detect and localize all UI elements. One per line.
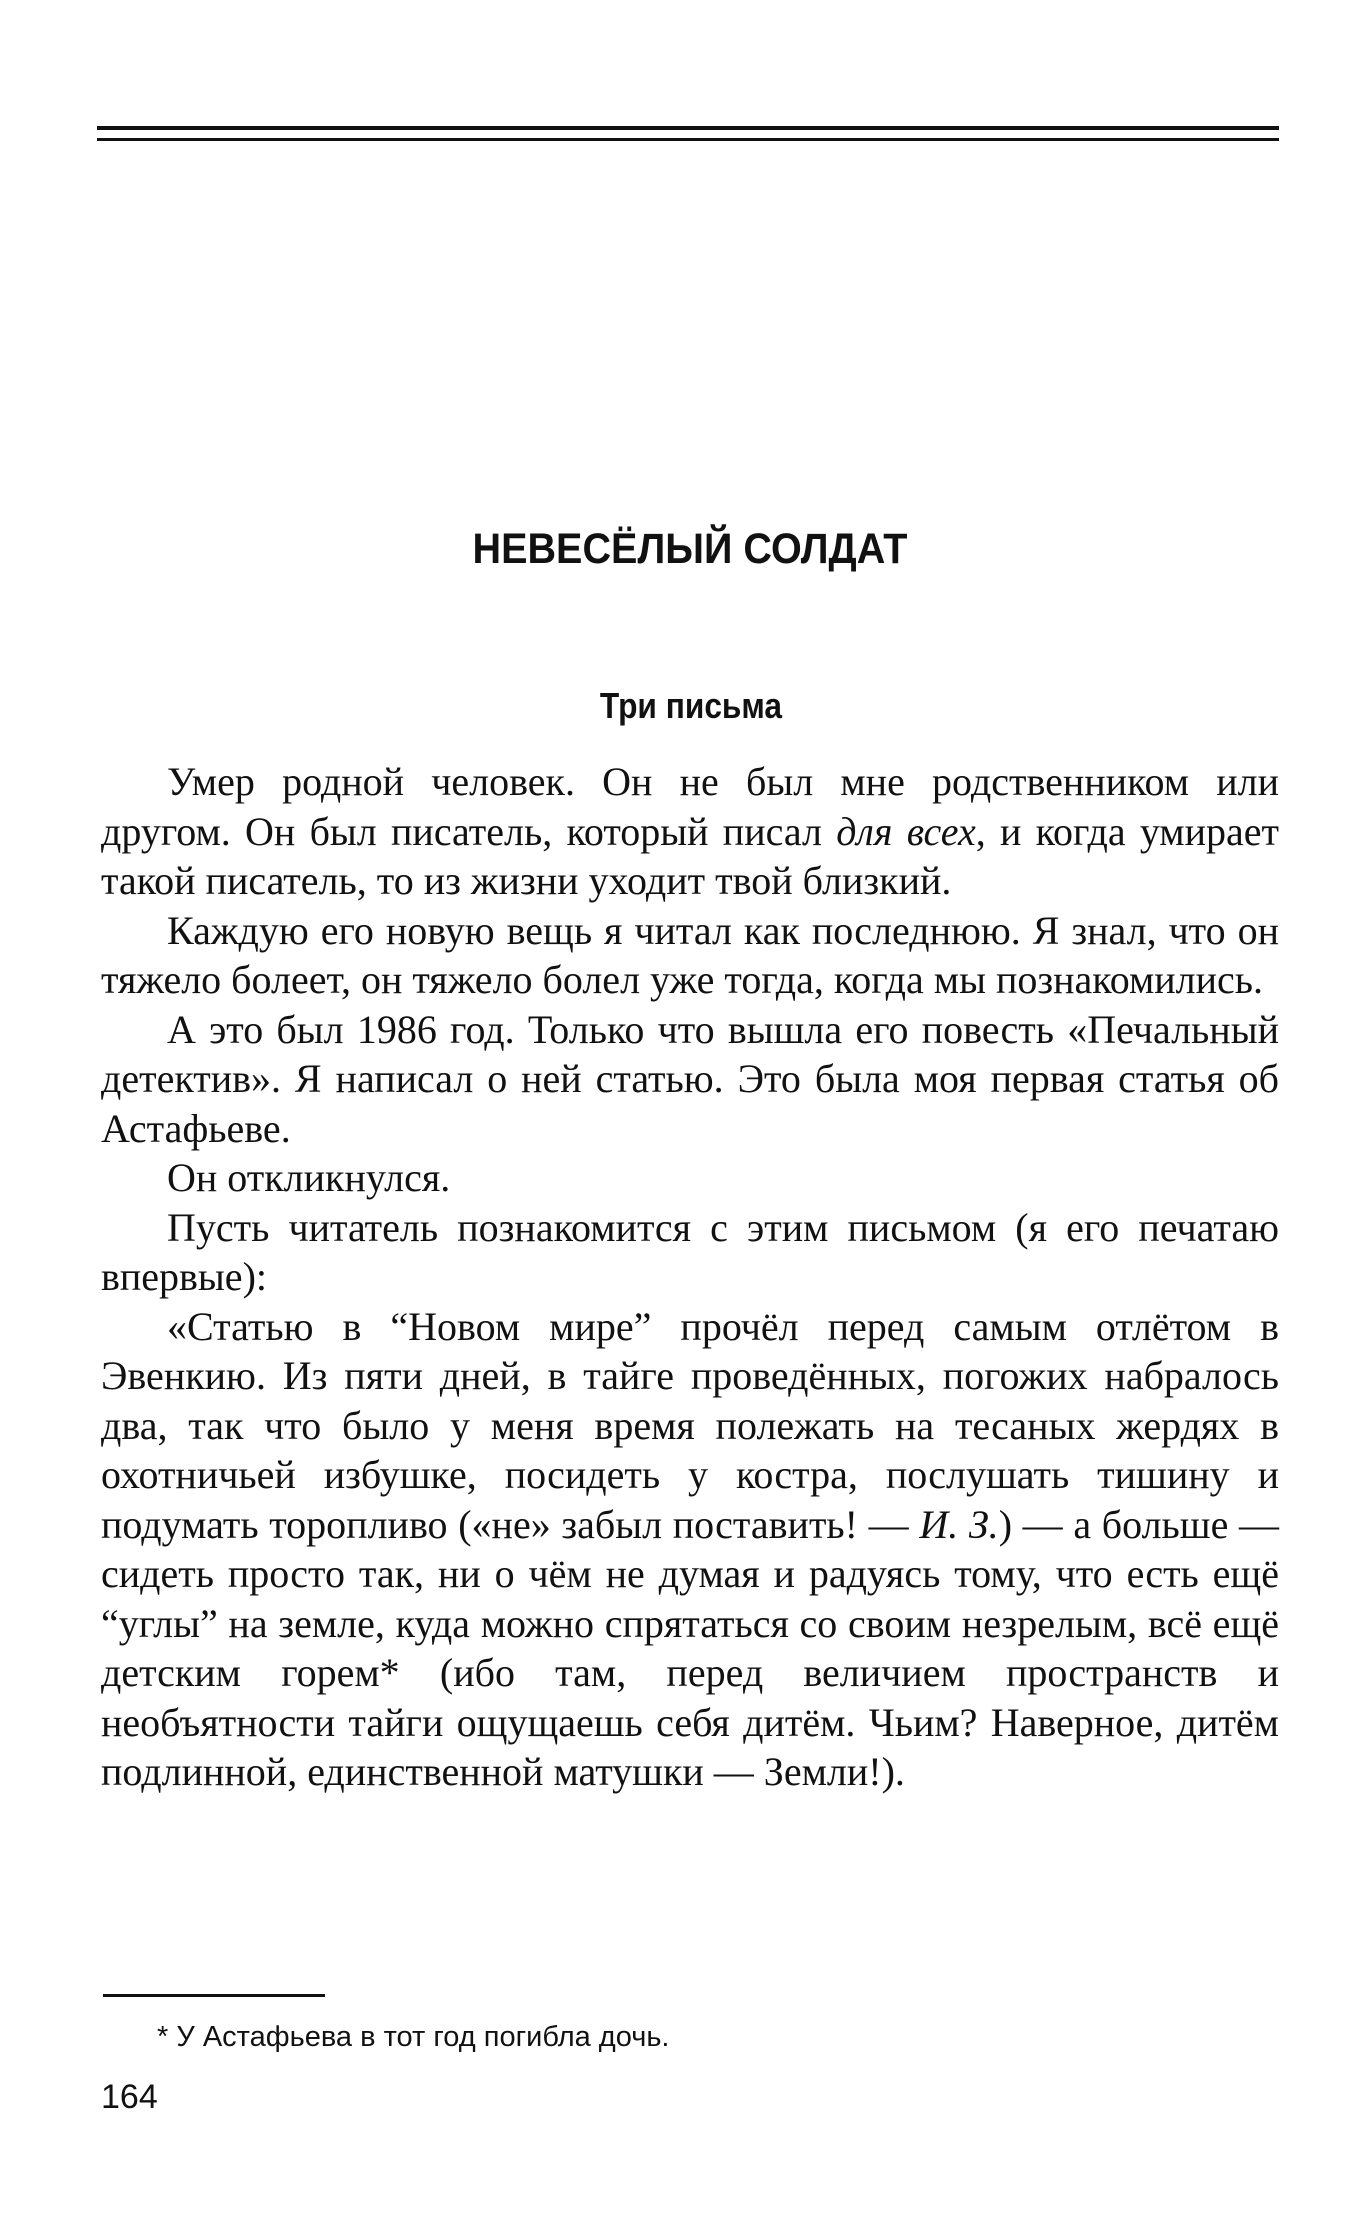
section-title: Три письма — [599, 685, 783, 726]
paragraph-1-part-b: , и когда умирает такой писатель, то из жизни уходит твой близкий. — [101, 808, 1279, 903]
footnote-rule — [103, 1994, 325, 1997]
paragraph-6-part-a: «Статью в “Новом мире” прочёл перед самым отлётом в Эвенкию. Из пяти дней, в тайге проведённых, погожих набралось два, так что было у меня время полежать на тесаных жердях в охотничьей избушке, посидеть у костра, послушать тишину и подумать торопливо («не» забыл поставить! — — [101, 1303, 1279, 1547]
paragraph-1-part-a: Умер родной человек. Он не был мне родственником или другом. Он был писатель, который писал — [101, 759, 1279, 854]
paragraph-4: Он откликнулся. — [167, 1155, 451, 1200]
paragraph-5: Пусть читатель познакомится с этим письмом (я его печатаю впервые): — [101, 1204, 1279, 1299]
paragraph-6-letter-quote — [101, 1302, 1279, 1797]
footnote: * У Астафьева в тот год погибла дочь. — [157, 2021, 670, 2053]
paragraph-1 — [101, 757, 1279, 906]
paragraph-6-part-b: ) — а больше — сидеть просто так, ни о чём не думая и радуясь тому, что есть ещё “углы” на земле, куда можно спрятаться со своим незрелым, всё ещё детским горем* (ибо там, перед величием пространств и необъятности тайги ощущаешь себя дитём. Чьим? Наверное, дитём подлинной, единственной матушки — Земли!). — [101, 1501, 1279, 1794]
paragraph-1-emphasis: для всех — [836, 808, 976, 854]
header-rule-bottom — [97, 138, 1279, 141]
paragraph-2: Каждую его новую вещь я читал как последнюю. Я знал, что он тяжело болеет, он тяжело болел уже тогда, когда мы познакомились. — [101, 907, 1279, 1002]
paragraph-3: А это был 1986 год. Только что вышла его повесть «Печальный детектив». Я написал о ней статью. Это была моя первая статья об Астафьеве. — [101, 1006, 1279, 1151]
body-text — [101, 757, 1279, 1797]
header-rule-top — [97, 126, 1279, 130]
paragraph-6-initials: И. З. — [919, 1501, 999, 1547]
chapter-title: НЕВЕСЁЛЫЙ СОЛДАТ — [472, 525, 908, 573]
page-number: 164 — [101, 2078, 158, 2116]
